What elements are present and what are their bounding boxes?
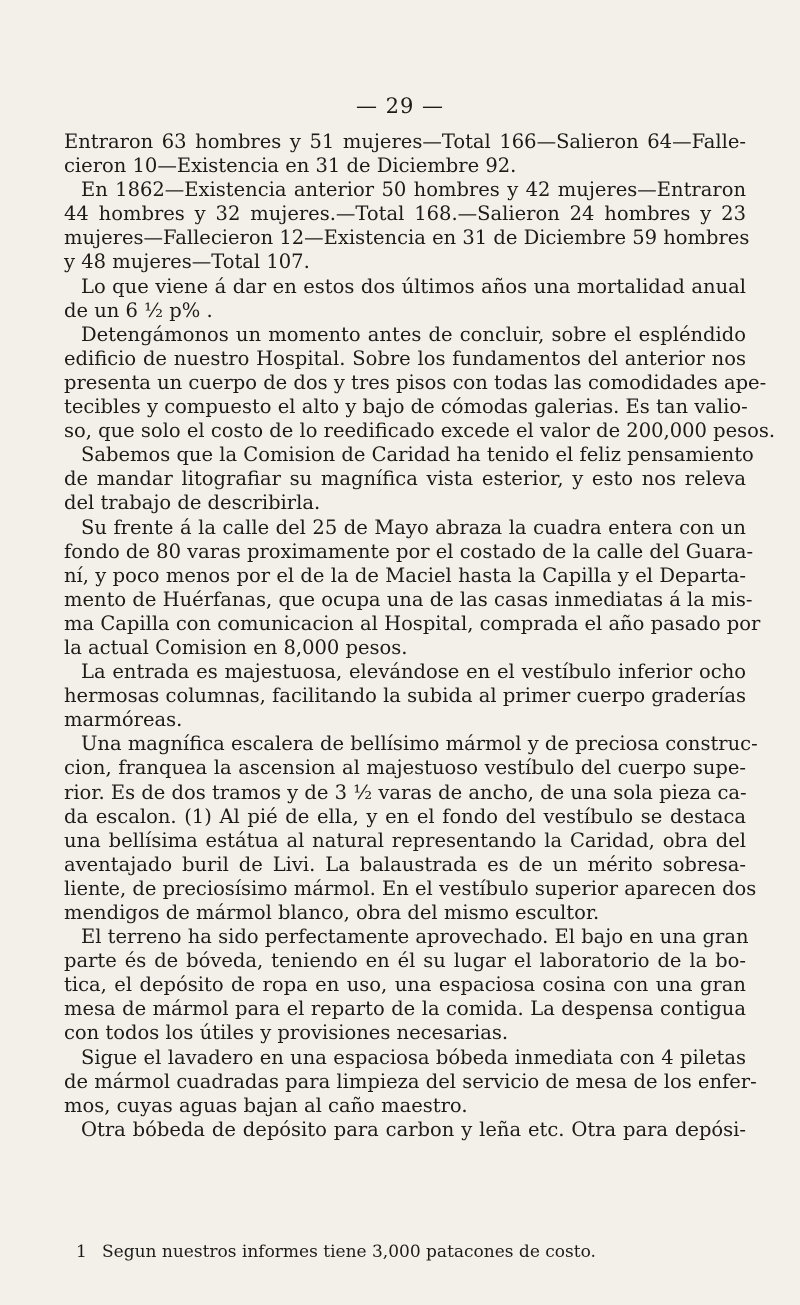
- text-line: liente, de preciosísimo mármol. En el vestíbulo superior aparecen dos: [64, 876, 757, 900]
- text-line: mendigos de mármol blanco, obra del mismo escultor.: [64, 901, 600, 924]
- text-line: Sabemos que la Comision de Caridad ha tenido el feliz pensamiento: [81, 443, 754, 467]
- text-line: mento de Huérfanas, que ocupa una de las casas inmediatas á la mis-: [64, 587, 753, 611]
- text-line: marmóreas.: [64, 708, 183, 732]
- text-line: aventajado buril de Livi. La balaustrada es de un mérito sobresa-: [64, 852, 746, 876]
- text-line: La entrada es majestuosa, elevándose en el vestíbulo inferior ocho: [81, 660, 746, 684]
- text-line: cion, franquea la ascension al majestuoso vestíbulo del cuerpo supe-: [64, 756, 746, 780]
- text-line: El terreno ha sido perfectamente aprovechado. El bajo en una gran: [81, 925, 749, 949]
- text-line: fondo de 80 varas proximamente por el costado de la calle del Guara-: [64, 539, 754, 563]
- text-line: del trabajo de describirla.: [64, 491, 321, 515]
- text-line: Sigue el lavadero en una espaciosa bóbeda inmediata con 4 piletas: [81, 1045, 746, 1069]
- text-line: ní, y poco menos por el de la de Maciel hasta la Capilla y el Departa-: [64, 563, 746, 587]
- text-line: tecibles y compuesto el alto y bajo de cómodas galerias. Es tan valio-: [64, 395, 748, 419]
- text-line: mujeres—Fallecieron 12—Existencia en 31 de Diciembre 59 hombres: [64, 226, 750, 250]
- text-line: cieron 10—Existencia en 31 de Diciembre 92.: [64, 154, 517, 178]
- footnote: [76, 1242, 736, 1262]
- text-line: Su frente á la calle del 25 de Mayo abraza la cuadra entera con un: [81, 515, 746, 539]
- text-line: de mandar litografiar su magnífica vista esterior, y esto nos releva: [64, 467, 746, 491]
- text-line: de mármol cuadradas para limpieza del servicio de mesa de los enfer-: [64, 1069, 757, 1093]
- text-line: edificio de nuestro Hospital. Sobre los fundamentos del anterior nos: [64, 346, 746, 370]
- footnote-number: 1: [76, 1242, 87, 1262]
- text-line: tica, el depósito de ropa en uso, una espaciosa cosina con una gran: [64, 973, 746, 997]
- text-line: da escalon. (1) Al pié de ella, y en el fondo del vestíbulo se destaca: [64, 804, 746, 828]
- page-number: — 29 —: [355, 94, 445, 118]
- text-line: Detengámonos un momento antes de concluir, sobre el espléndido: [81, 322, 746, 346]
- text-line: de un 6 ½ p% .: [64, 298, 213, 322]
- text-line: una bellísima estátua al natural representando la Caridad, obra del: [64, 828, 746, 852]
- text-line: Entraron 63 hombres y 51 mujeres—Total 166—Salieron 64—Falle-: [64, 130, 746, 153]
- body-text: [64, 130, 776, 1142]
- text-line: Lo que viene á dar en estos dos últimos años una mortalidad anual: [81, 274, 746, 298]
- text-line: la actual Comision en 8,000 pesos.: [64, 635, 408, 659]
- text-line: con todos los útiles y provisiones necesarias.: [64, 1021, 509, 1045]
- text-line: 44 hombres y 32 mujeres.—Total 168.—Salieron 24 hombres y 23: [64, 202, 746, 226]
- text-line: mesa de mármol para el reparto de la comida. La despensa contigua: [64, 997, 746, 1021]
- text-line: presenta un cuerpo de dos y tres pisos con todas las comodidades ape-: [64, 370, 767, 394]
- text-line: rior. Es de dos tramos y de 3 ½ varas de ancho, de una sola pieza ca-: [64, 780, 747, 804]
- text-line: En 1862—Existencia anterior 50 hombres y 42 mujeres—Entraron: [81, 178, 746, 202]
- text-line: ma Capilla con comunicacion al Hospital, comprada el año pasado por: [64, 611, 761, 635]
- text-line: Otra bóbeda de depósito para carbon y leña etc. Otra para depósi-: [81, 1117, 746, 1141]
- text-line: parte és de bóveda, teniendo en él su lugar el laboratorio de la bo-: [64, 949, 746, 973]
- footnote-text: Segun nuestros informes tiene 3,000 patacones de costo.: [102, 1242, 596, 1262]
- text-line: hermosas columnas, facilitando la subida al primer cuerpo graderías: [64, 684, 746, 708]
- text-line: mos, cuyas aguas bajan al caño maestro.: [64, 1093, 468, 1117]
- text-line: y 48 mujeres—Total 107.: [64, 250, 310, 274]
- text-line: Una magnífica escalera de bellísimo mármol y de preciosa construc-: [81, 732, 758, 756]
- text-line: so, que solo el costo de lo reedificado excede el valor de 200,000 pesos.: [64, 419, 776, 443]
